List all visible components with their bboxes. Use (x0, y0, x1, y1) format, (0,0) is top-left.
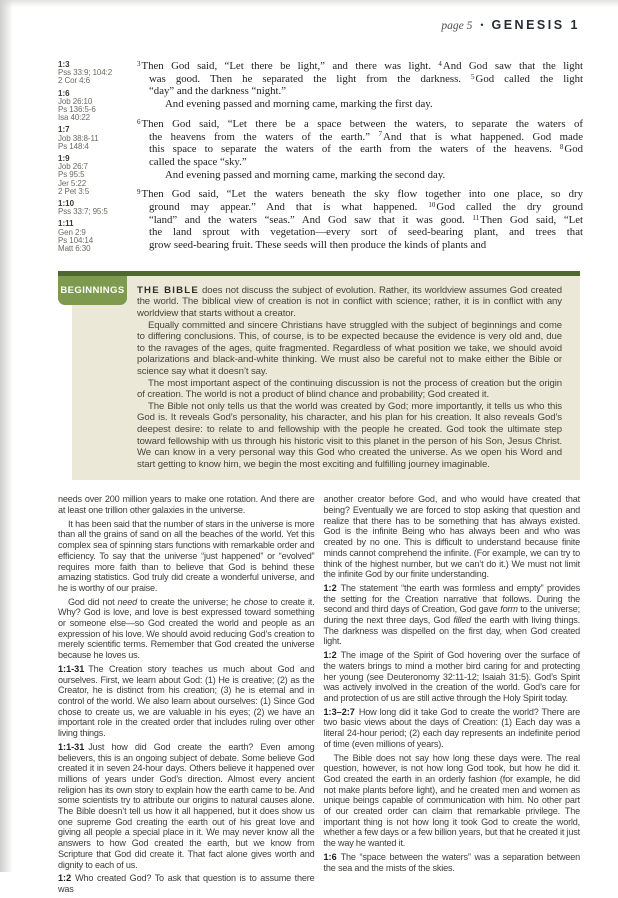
feature-box-paragraph: THE BIBLE does not discuss the subject of evolution. Rather, its worldview assumes God created the world. The biblical view of creation is not in conflict with science; rather, it is in conflict with any worldview that starts without a creator. (137, 284, 562, 320)
cross-ref-citation: Pss 33:9; 104:2 (58, 68, 113, 78)
cross-ref-citation: Job 38:8-11 (58, 133, 99, 143)
verse-number-superscript: 10 (428, 200, 436, 209)
verse-number-superscript: 11 (472, 213, 480, 222)
scripture-column (137, 60, 583, 259)
study-notes-left-column (58, 494, 315, 897)
scripture-line: “land” and the waters “seas.” And God saw that it was good. $^{11}$Then God said, “Let (149, 213, 583, 226)
scripture-line: the heavens from the waters of the earth.” $^7$And that is what happened. God made (149, 130, 583, 143)
note-paragraph: 1:1-31 Just how did God create the earth? Even among believers, this is an ongoing subject of debate. Some believe God created it in seven 24-hour days. Others believe it happened over millions of years under God’s direction. Almost every ancient religion has its own story to explain how the earth came to be. And some scientists try to attribute our origins to natural causes alone. The Bible doesn’t tell us how it all happened, but it does show us one supreme God creating the earth out of his great love and giving all people a special place in it. We may never know all the answers to how God created the earth, but we know from Scripture that God did create it. That fact alone gives worth and dignity to each of us. (58, 741, 315, 870)
scripture-line: was good. Then he separated the light from the darkness. $^5$God called the light (149, 72, 583, 85)
note-paragraph: needs over 200 million years to make one rotation. And there are at least one trillion other galaxies in the universe. (58, 494, 315, 516)
feature-box-panel (72, 276, 580, 481)
scripture-paragraph (137, 188, 583, 252)
scripture-line: $^3$Then God said, “Let there be light,” and there was light. $^4$And God saw that the light (137, 59, 584, 72)
note-paragraph: It has been said that the number of stars in the universe is more than all the grains of sand on all the beaches of the world. Yet this complex sea of spinning stars functions with remarkable order and efficiency. To say that the universe “just happened” or “evolved” requires more faith than to believe that God is behind these amazing statistics. God truly did create a wonderful universe, and he is worthy of our praise. (58, 518, 315, 593)
cross-reference-group (58, 126, 137, 151)
note-verse-ref: 1:1-31 (58, 741, 85, 752)
cross-reference-group (58, 155, 137, 196)
cross-reference-group (58, 200, 137, 216)
cross-ref-citation: Ps 95:5 (58, 170, 85, 180)
header-bullet: • (480, 20, 484, 30)
cross-ref-verse: 1:6 (58, 88, 70, 98)
study-notes (58, 494, 580, 897)
note-verse-ref: 1:1-31 (58, 663, 85, 674)
scripture-line: the land sprout with vegetation—every sort of seed-bearing plant, and trees that (149, 226, 583, 239)
feature-box-paragraph: The most important aspect of the continuing discussion is not the process of creation but the origin of creation. The world is not a product of blind chance and probability; God created it. (137, 377, 562, 401)
note-paragraph: another creator before God, and who would have created that being? Eventually we are forced to stop asking that question and realize that there has to be something that has always existed. God is the infinite Being who has always been and who was created by no one. This is difficult to understand because finite minds cannot comprehend the infinite. (For example, we can try to think of the highest number, but we can’t do it.) We must not limit the infinite God by our finite understanding. (323, 494, 580, 580)
cross-ref-citation: 2 Cor 4:6 (58, 76, 91, 86)
note-verse-ref: 1:3–2:7 (323, 706, 355, 717)
feature-box-paragraph: The Bible not only tells us that the world was created by God; more importantly, it tells us who this God is. It reveals God’s personality, his character, and his plan for his creation. It also reveals God’s deepest desire: to relate to and fellowship with the people he created. God took the ultimate step toward fellowship with us through his historic visit to this planet in the person of his Son, Jesus Christ. We can know in a very personal way this God who created the universe. As we open his Word and start getting to know him, we begin the most exciting and fulfilling journey imaginable. (137, 400, 562, 470)
page-edge-shadow-left (0, 0, 13, 872)
note-paragraph: 1:2 The image of the Spirit of God hovering over the surface of the waters brings to mind a mother bird caring for and protecting her young (see Deuteronomy 32:11-12; Isaiah 31:5). God’s Spirit was actively involved in the creation of the world. God’s care for and protection of us are still active through the Holy Spirit today. (323, 650, 580, 703)
note-paragraph: God did not need to create the universe; he chose to create it. Why? God is love, and love is best expressed toward something or someone else—so God created the world and people as an expression of his love. We should avoid reducing God’s creation to merely scientific terms. Remember that God created the universe because he loves us. (58, 596, 315, 661)
feature-box (58, 271, 580, 481)
verse-number-superscript: 7 (378, 130, 383, 139)
verse-number-superscript: 5 (471, 72, 475, 81)
feature-box-label: BEGINNINGS (58, 276, 127, 305)
feature-box-lead: THE BIBLE (137, 284, 199, 296)
cross-ref-citation: Ps 104:14 (58, 235, 94, 245)
note-verse-ref: 1:2 (58, 873, 72, 884)
page-number-label: page 5 (441, 20, 473, 32)
scripture-paragraph (137, 118, 583, 182)
cross-ref-verse: 1:11 (58, 219, 74, 229)
scripture-line: $^6$Then God said, “Let there be a space between the waters, to separate the waters of (137, 117, 583, 130)
book-chapter-title: GENESIS 1 (491, 18, 580, 32)
cross-reference-column (58, 60, 137, 259)
verse-number-superscript: 6 (137, 117, 141, 126)
scripture-line: $^9$Then God said, “Let the waters beneath the sky flow together into one place, so dry (137, 188, 583, 201)
verse-number-superscript: 4 (438, 59, 442, 68)
cross-ref-citation: Ps 148:4 (58, 141, 89, 151)
verse-number-superscript: 8 (559, 143, 564, 152)
cross-ref-citation: 2 Pet 3:5 (58, 186, 90, 196)
note-paragraph: 1:3–2:7 How long did it take God to create the world? There are two basic views about the days of Creation: (1) Each day was a literal 24-hour period; (2) each day represents an indefinite period of time (even millions of years). (323, 706, 580, 749)
note-verse-ref: 1:2 (323, 582, 337, 593)
study-notes-right-column (324, 494, 581, 897)
verse-number-superscript: 9 (137, 188, 141, 197)
cross-ref-citation: Jer 5:22 (58, 178, 87, 188)
note-paragraph: The Bible does not say how long these days were. The real question, however, is not how long God took, but how he did it. God created the earth in an orderly fashion (for example, he did not make plants before light), and he created men and women as unique beings capable of communication with him. No other part of our created order can claim that remarkable privilege. The important thing is not how long it took God to create the world, whether a few days or a few billion years, but that he created it just the way he wanted it. (323, 752, 580, 849)
scripture-line: ground may appear.” And that is what happened. $^{10}$God called the dry ground (149, 200, 583, 214)
note-paragraph: 1:2 The statement “the earth was formless and empty” provides the setting for the Creation narrative that follows. During the second and third days of Creation, God gave form to the universe; during the next three days, God filled the earth with living things. The darkness was dispelled on the first day, when God created light. (323, 582, 580, 647)
scripture-paragraph (137, 60, 583, 111)
scripture-line: this space to separate the waters of the earth from the waters of the heavens. $^8$God (149, 143, 583, 156)
cross-ref-citation: Ps 136:5-6 (58, 105, 96, 115)
note-verse-ref: 1:6 (323, 851, 337, 862)
scripture-line: grow seed-bearing fruit. These seeds will then produce the kinds of plants and (149, 239, 487, 252)
cross-ref-citation: Pss 33:7; 95:5 (58, 207, 108, 217)
cross-ref-citation: Job 26:10 (58, 96, 93, 106)
scripture-refrain-line: And evening passed and morning came, marking the second day. (165, 168, 446, 181)
scripture-section (58, 60, 583, 259)
cross-ref-citation: Matt 6:30 (58, 244, 91, 254)
cross-ref-citation: Isa 40:22 (58, 113, 91, 123)
cross-ref-verse: 1:7 (58, 125, 70, 135)
feature-box-paragraph: Equally committed and sincere Christians have struggled with the subject of beginnings and come to differing conclusions. This, of course, is to be expected because the evidence is very old and, due to the ravages of the ages, quite fragmented. Regardless of what position we take, we should avoid polarizations and black-and-white thinking. We must also be careful not to make either the Bible or science say what it doesn’t say. (137, 319, 562, 377)
scripture-line: called the space “sky.” (149, 155, 247, 168)
cross-reference-group (58, 90, 137, 123)
cross-reference-group (58, 61, 137, 86)
scripture-refrain-line: And evening passed and morning came, marking the first day. (165, 98, 433, 111)
page-edge-shadow-top (0, 0, 618, 7)
note-paragraph: 1:2 Who created God? To ask that question is to assume there was (58, 873, 315, 894)
cross-ref-verse: 1:9 (58, 154, 70, 164)
note-verse-ref: 1:2 (323, 650, 337, 661)
verse-number-superscript: 3 (137, 59, 141, 68)
cross-ref-citation: Job 26:7 (58, 162, 88, 172)
cross-reference-group (58, 220, 137, 253)
cross-ref-verse: 1:3 (58, 60, 70, 69)
cross-ref-verse: 1:10 (58, 199, 75, 209)
note-paragraph: 1:6 The “space between the waters” was a separation between the sea and the mists of the skies. (323, 851, 580, 873)
scripture-line: “day” and the darkness “night.” (149, 85, 287, 98)
cross-ref-citation: Gen 2:9 (58, 227, 86, 237)
note-paragraph: 1:1-31 The Creation story teaches us much about God and ourselves. First, we learn about God: (1) He is creative; (2) as the Creator, he is distinct from his creation; (3) he is eternal and in control of the world. We also learn about ourselves: (1) Since God chose to create us, we are valuable in his eyes; (2) we have an important role in the created order that includes ruling over other living things. (58, 663, 315, 739)
feature-box-body (137, 285, 562, 471)
